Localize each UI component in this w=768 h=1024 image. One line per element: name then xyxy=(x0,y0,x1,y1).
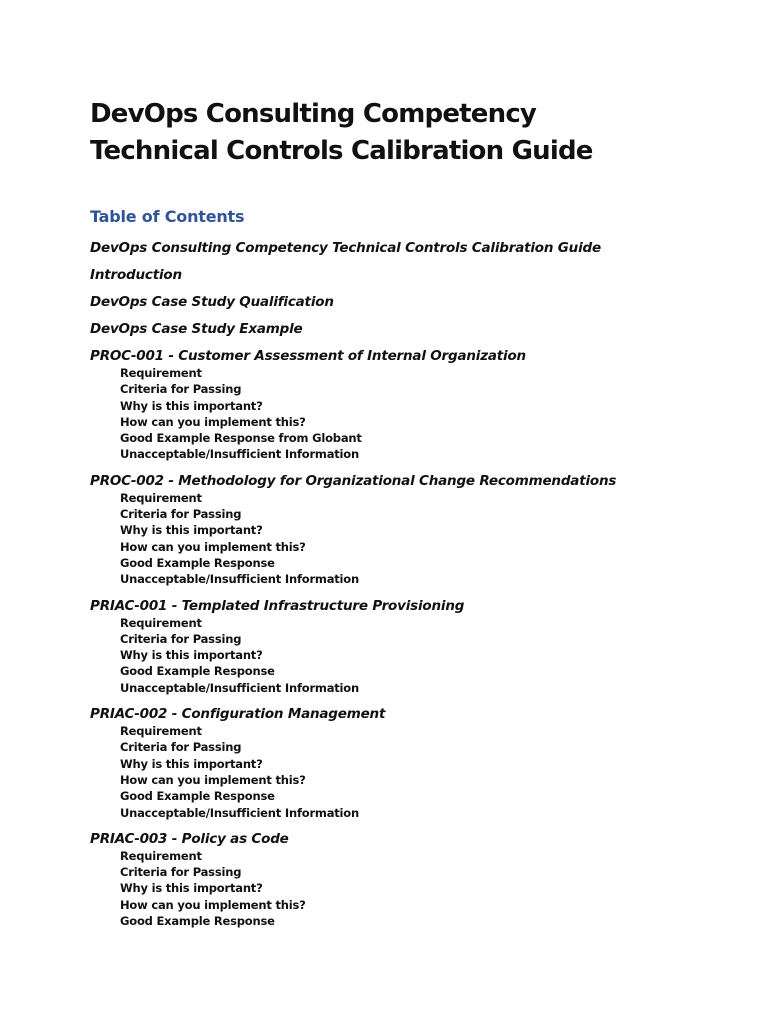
toc-sub-item[interactable]: Requirement xyxy=(120,490,202,505)
toc-sub-item[interactable]: Good Example Response xyxy=(120,914,275,929)
toc-entry xyxy=(90,321,730,338)
toc-sub-item[interactable]: Why is this important? xyxy=(120,523,263,538)
toc-section-title[interactable]: PROC-001 - Customer Assessment of Internal Organization xyxy=(90,348,526,364)
toc-entry xyxy=(90,294,730,311)
document-title xyxy=(90,96,730,170)
title-line-2: Technical Controls Calibration Guide xyxy=(90,136,593,166)
toc-sub-list xyxy=(90,365,730,463)
toc-sub-item[interactable]: Why is this important? xyxy=(120,756,263,771)
document-page xyxy=(90,96,730,929)
toc-sub-item[interactable]: How can you implement this? xyxy=(120,897,306,912)
toc-section-priac-001 xyxy=(90,598,730,696)
toc-section-title[interactable]: PROC-002 - Methodology for Organizational Change Recommendations xyxy=(90,472,617,489)
toc-sub-list xyxy=(90,615,730,696)
toc-sub-item[interactable]: Requirement xyxy=(120,848,202,863)
toc-sub-item[interactable]: Why is this important? xyxy=(120,398,263,413)
toc-section-priac-002 xyxy=(90,706,730,821)
toc-sub-item[interactable]: Criteria for Passing xyxy=(120,740,242,755)
toc-sub-item[interactable]: Criteria for Passing xyxy=(120,382,242,397)
toc-link-case-study-example[interactable]: DevOps Case Study Example xyxy=(90,321,303,337)
toc-entry xyxy=(90,267,730,284)
toc-sub-item[interactable]: Requirement xyxy=(120,615,202,630)
toc-sub-item[interactable]: Why is this important? xyxy=(120,648,263,663)
toc-sub-item[interactable]: Criteria for Passing xyxy=(120,631,242,646)
toc-section-proc-001 xyxy=(90,348,730,463)
toc-sub-item[interactable]: Unacceptable/Insufficient Information xyxy=(120,572,359,587)
toc-sub-item[interactable]: Requirement xyxy=(120,366,202,380)
toc-sub-item[interactable]: Criteria for Passing xyxy=(120,865,242,880)
toc-sub-item[interactable]: Criteria for Passing xyxy=(120,507,242,522)
toc-entry xyxy=(90,240,730,257)
toc-sub-item[interactable]: Unacceptable/Insufficient Information xyxy=(120,680,359,695)
toc-sub-item[interactable]: Good Example Response xyxy=(120,789,275,804)
toc-sub-item[interactable]: Why is this important? xyxy=(120,881,263,896)
toc-section-priac-003 xyxy=(90,831,730,929)
toc-sub-item[interactable]: How can you implement this? xyxy=(120,539,306,554)
toc-section-title[interactable]: PRIAC-001 - Templated Infrastructure Provisioning xyxy=(90,597,465,614)
toc-sub-item[interactable]: How can you implement this? xyxy=(120,772,306,787)
toc-sub-item[interactable]: Good Example Response from Globant xyxy=(120,431,362,446)
toc-section-title[interactable]: PRIAC-002 - Configuration Management xyxy=(90,706,386,723)
toc-sub-list xyxy=(90,723,730,821)
toc-link-case-study-qualification[interactable]: DevOps Case Study Qualification xyxy=(90,294,334,310)
toc-sub-item[interactable]: Requirement xyxy=(120,724,202,739)
toc-sub-item[interactable]: Good Example Response xyxy=(120,555,275,570)
toc-sub-item[interactable]: How can you implement this? xyxy=(120,414,306,429)
toc-link-introduction[interactable]: Introduction xyxy=(90,267,182,283)
toc-section-proc-002 xyxy=(90,473,730,588)
toc-link-guide[interactable]: DevOps Consulting Competency Technical Controls Calibration Guide xyxy=(90,240,601,256)
toc-sub-list xyxy=(90,490,730,588)
toc-section-title[interactable]: PRIAC-003 - Policy as Code xyxy=(90,830,289,847)
toc-sub-list xyxy=(90,848,730,929)
toc-sub-item[interactable]: Unacceptable/Insufficient Information xyxy=(120,805,359,820)
toc-sub-item[interactable]: Good Example Response xyxy=(120,664,275,679)
table-of-contents xyxy=(90,240,730,929)
toc-sub-item[interactable]: Unacceptable/Insufficient Information xyxy=(120,447,359,462)
toc-heading: Table of Contents xyxy=(90,207,245,226)
title-line-1: DevOps Consulting Competency xyxy=(90,99,537,129)
